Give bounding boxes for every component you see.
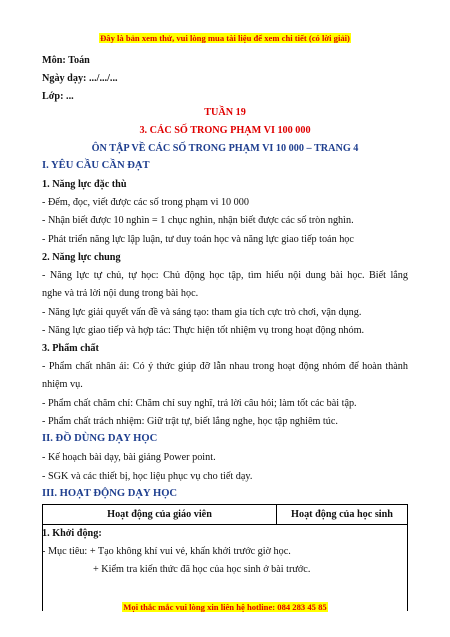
text-line: nhiệm vụ.: [42, 379, 83, 390]
sub-heading-specific: 1. Năng lực đặc thù: [42, 179, 127, 190]
goal-line: + Kiểm tra kiến thức đã học của học sinh ở bài trước.: [93, 564, 311, 575]
date-line: Ngày dạy: .../.../...: [42, 73, 118, 84]
week-title: TUẦN 19: [204, 107, 246, 118]
text-line: - Phẩm chất trách nhiệm: Giữ trật tự, biết lắng nghe, học tập nghiêm túc.: [42, 416, 338, 427]
col-header-student: Hoạt động của học sinh: [277, 505, 408, 525]
section-heading-activities: III. HOẠT ĐỘNG DẠY HỌC: [42, 488, 178, 499]
text-line: - Nhận biết được 10 nghìn = 1 chục nghìn, nhận biết được các số tròn nghìn.: [42, 215, 354, 226]
activity-title: 1. Khởi động:: [42, 528, 102, 539]
section-heading-materials: II. ĐỒ DÙNG DẠY HỌC: [42, 433, 158, 444]
sub-heading-qualities: 3. Phẩm chất: [42, 343, 99, 354]
sub-heading-general: 2. Năng lực chung: [42, 252, 121, 263]
text-line: nghe và trả lời nội dung trong bài học.: [42, 288, 199, 299]
text-line: - Phẩm chất chăm chỉ: Chăm chỉ suy nghĩ, trả lời câu hỏi; làm tốt các bài tập.: [42, 398, 357, 409]
text-line: - Năng lực giao tiếp và hợp tác: Thực hiện tốt nhiệm vụ trong hoạt động nhóm.: [42, 325, 365, 336]
text-line: - Phẩm chất nhân ái: Có ý thức giúp đỡ lẫn nhau trong hoạt động nhóm để hoàn thành: [42, 361, 408, 372]
goal-line: - Mục tiêu: + Tạo không khí vui vẻ, khấn khởi trước giờ học.: [42, 546, 291, 557]
text-line: - Đếm, đọc, viết được các số trong phạm vi 10 000: [42, 197, 249, 208]
preview-notice: Đây là bản xem thử, vui lòng mua tài liệu để xem chi tiết (có lời giải): [100, 33, 350, 43]
text-line: - Năng lực tự chủ, tự học: Chủ động học tập, tìm hiểu nội dung bài học. Biết lắng: [42, 270, 408, 281]
text-line: - Phát triển năng lực lập luận, tư duy toán học và năng lực giao tiếp toán học: [42, 234, 354, 245]
text-line: - SGK và các thiết bị, học liệu phục vụ cho tiết dạy.: [42, 471, 253, 482]
col-header-teacher: Hoạt động của giáo viên: [43, 505, 277, 525]
hotline-notice: Mọi thắc mắc vui lòng xin liên hệ hotline: 084 283 45 85: [123, 602, 327, 612]
section-heading-requirements: I. YÊU CẦU CẦN ĐẠT: [42, 160, 150, 171]
lesson-title: 3. CÁC SỐ TRONG PHẠM VI 100 000: [139, 125, 311, 136]
text-line: - Kế hoạch bài dạy, bài giảng Power point.: [42, 452, 216, 463]
subject-line: Môn: Toán: [42, 55, 90, 66]
text-line: - Năng lực giải quyết vấn đề và sáng tạo: tham gia tích cực trò chơi, vận dụng.: [42, 307, 362, 318]
grade-line: Lớp: ...: [42, 91, 74, 102]
lesson-subtitle: ÔN TẬP VỀ CÁC SỐ TRONG PHẠM VI 10 000 – TRANG 4: [91, 143, 359, 154]
